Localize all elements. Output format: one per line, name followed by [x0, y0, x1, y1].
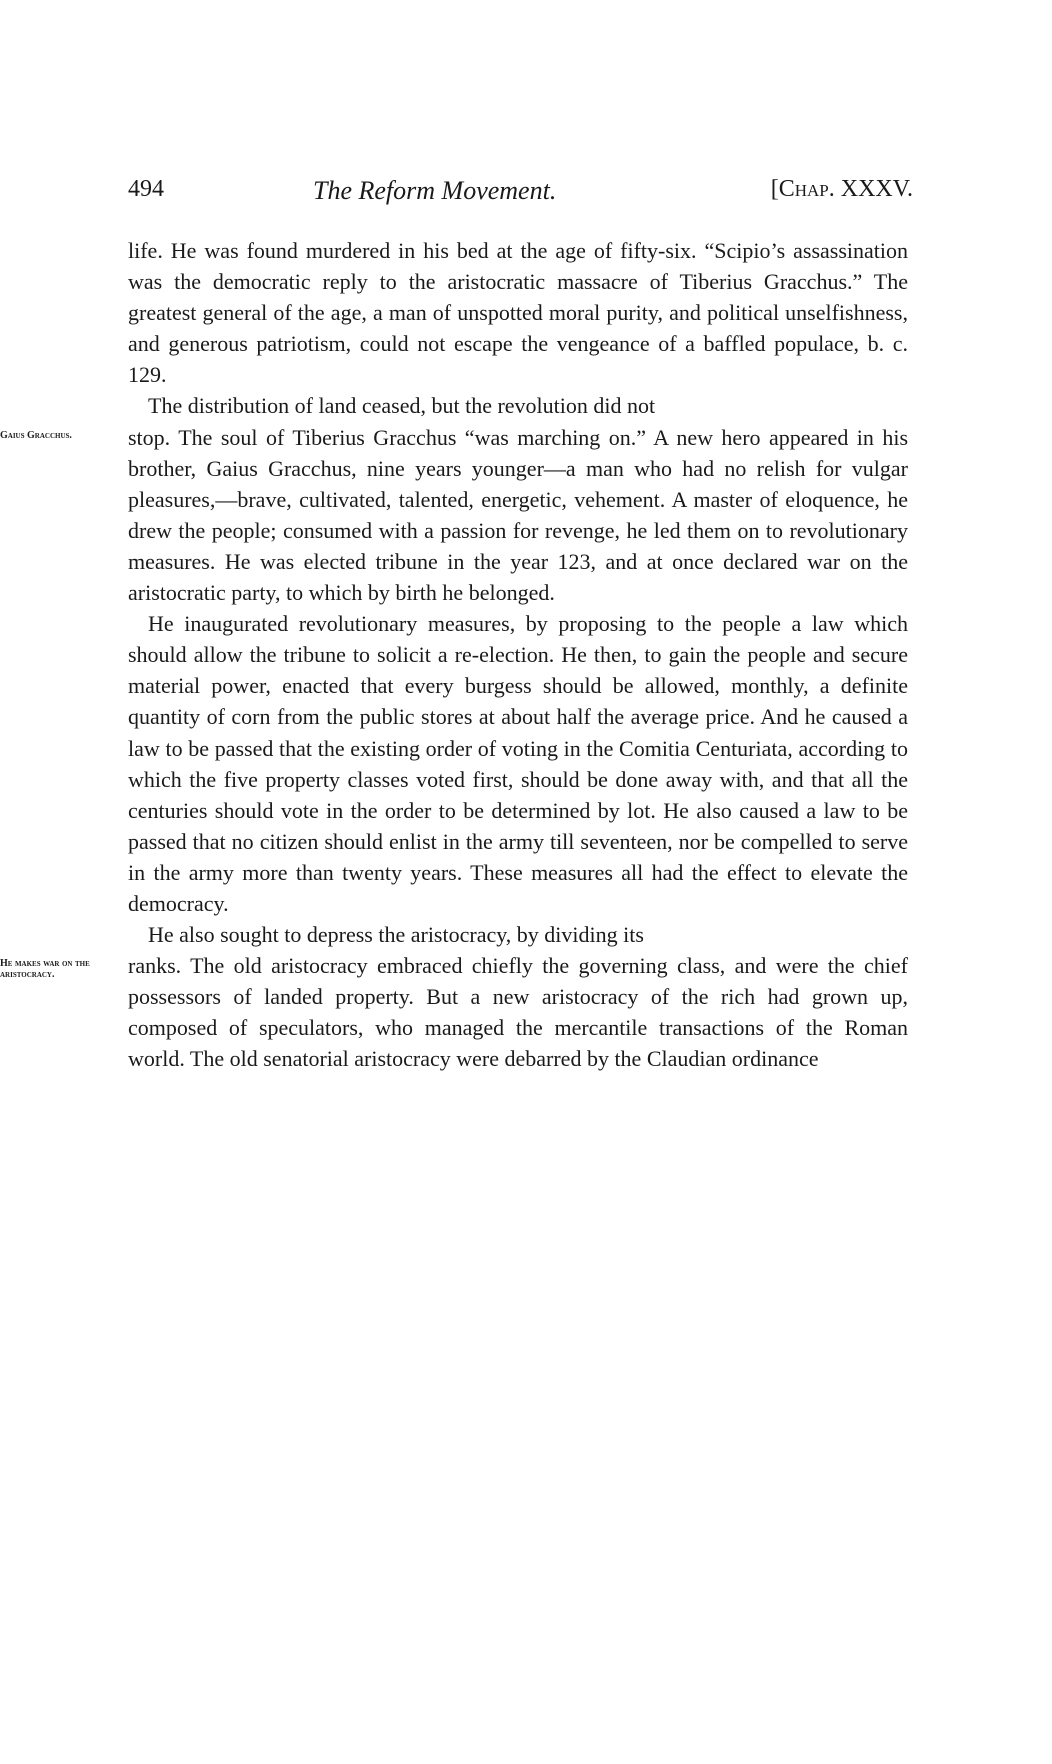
paragraph-4-opening: He also sought to depress the aristocracy, by dividing its [148, 922, 644, 948]
body-text [0, 235, 908, 1075]
paragraph-2-opening: The distribution of land ceased, but the revolution did not [148, 393, 656, 419]
page-number: 494 [128, 176, 164, 202]
paragraph-2 [0, 390, 908, 608]
paragraph-4 [0, 919, 908, 1074]
paragraph-3: He inaugurated revolutionary measures, by proposing to the people a law which should allow the tribune to solicit a re-election. He then, to gain the people and secure material power, enacted that every burgess should be allowed, monthly, a definite quantity of corn from the public stores at about half the average price. And he caused a law to be passed that the existing order of voting in the Comitia Centuriata, according to which the five property classes voted first, should be done away with, and that all the centuries should vote in the order to be determined by lot. He also caused a law to be passed that no citizen should enlist in the army till seventeen, nor be compelled to serve in the army more than twenty years. These measures all had the effect to elevate the democracy. [128, 611, 908, 916]
running-title: The Reform Movement. [313, 176, 557, 205]
sidenote-war-on-aristocracy: He makes war on the aristocracy. [0, 958, 90, 981]
paragraph-1: life. He was found murdered in his bed at the age of fifty-six. “Scipio’s assassination was the democratic reply to the aristocratic massacre of Tiberius Gracchus.” The greatest general of the age, a man of unspotted moral purity, and political unselfishness, and generous patriotism, could not escape the vengeance of a baffled populace, b. c. 129. [128, 238, 908, 388]
sidenote-gaius-gracchus: Gaius Gracchus. [0, 429, 72, 441]
paragraph-2-body: stop. The soul of Tiberius Gracchus “was marching on.” A new hero appeared in his brother, Gaius Gracchus, nine years younger—a man who had no relish for vulgar pleasures,—brave, cultivated, talented, energetic, vehement. A master of eloquence, he drew the people; consumed with a passion for revenge, he led them on to revolutionary measures. He was elected tribune in the year 123, and at once declared war on the aristocratic party, to which by birth he belonged. [128, 424, 908, 606]
page-header [128, 176, 913, 216]
paragraph-4-body: ranks. The old aristocracy embraced chiefly the governing class, and were the chief possessors of landed property. But a new aristocracy of the rich had grown up, composed of speculators, who managed the mercantile transactions of the Roman world. The old senatorial aristocracy were debarred by the Claudian ordinance [128, 953, 908, 1072]
chapter-label: [Chap. XXXV. [770, 176, 913, 202]
